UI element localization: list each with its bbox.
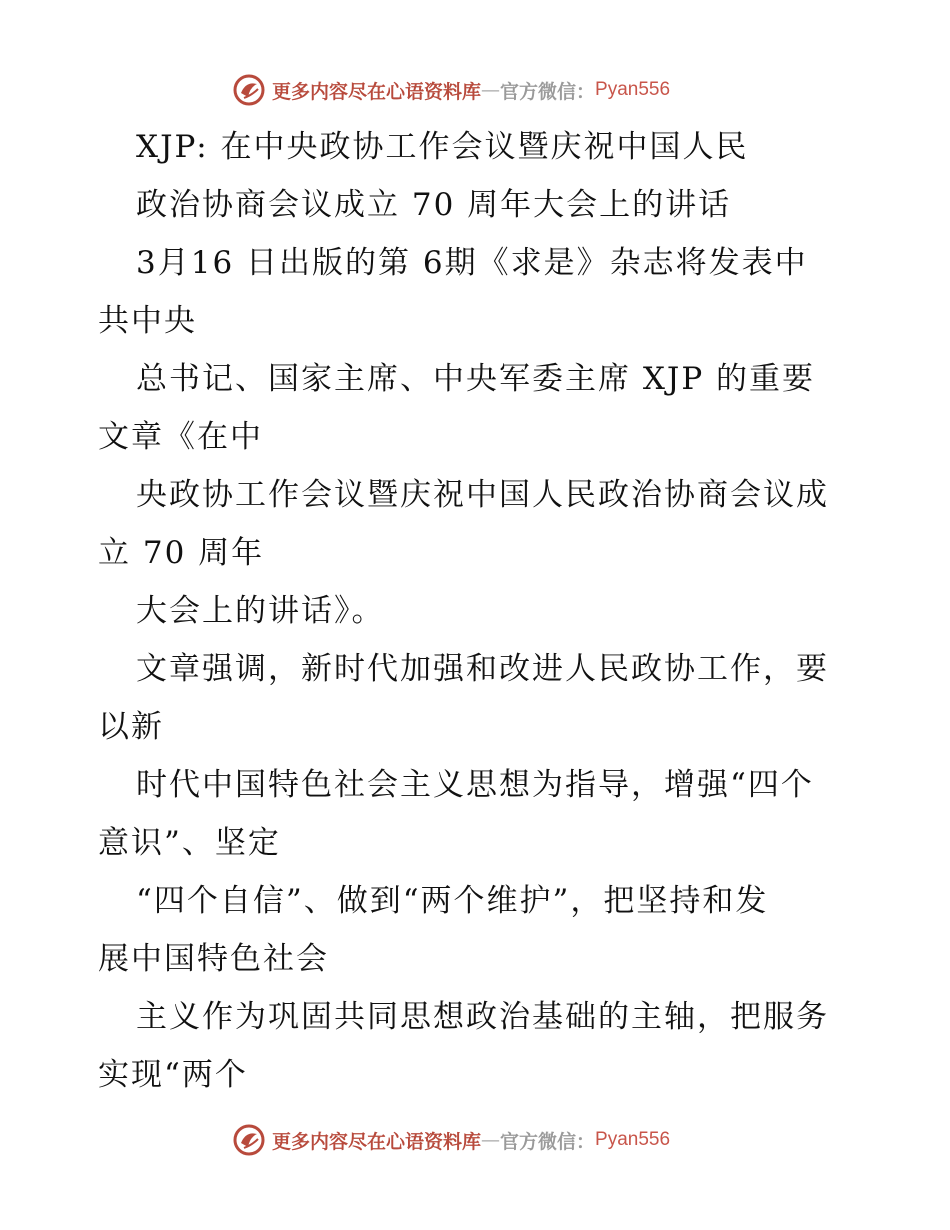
text-line: 大会上的讲话》。	[136, 593, 385, 629]
text-line: 总书记、国家主席、中央军委主席 XJP 的重要	[136, 361, 816, 397]
text-line: XJP: 在中央政协工作会议暨庆祝中国人民	[136, 129, 749, 165]
text-line: 立 70 周年	[98, 535, 265, 571]
watermark-separator: —	[481, 1129, 501, 1151]
document-body	[98, 118, 858, 1104]
text-line: 政治协商会议成立 70 周年大会上的讲话	[136, 187, 732, 223]
text-line: 文章强调，新时代加强和改进人民政协工作，要	[136, 651, 829, 687]
watermark-main-text: 更多内容尽在心语资料库	[272, 80, 482, 103]
text-line: 实现“两个	[98, 1057, 248, 1093]
text-line: 以新	[98, 709, 164, 745]
swirl-logo-icon	[232, 1123, 266, 1157]
watermark-label: 官方微信：	[500, 80, 596, 103]
footer-watermark	[232, 1122, 670, 1158]
watermark-separator: —	[481, 79, 501, 101]
text-line: 央政协工作会议暨庆祝中国人民政治协商会议成	[136, 477, 829, 513]
watermark-wechat-id: Pyan556	[595, 1129, 671, 1150]
watermark-main-text: 更多内容尽在心语资料库	[272, 1130, 482, 1153]
text-line: 主义作为巩固共同思想政治基础的主轴，把服务	[136, 999, 829, 1035]
watermark-wechat-id: Pyan556	[595, 79, 671, 100]
text-line: 意识”、坚定	[98, 825, 281, 861]
swirl-logo-icon	[232, 73, 266, 107]
text-line: 3月16 日出版的第 6期《求是》杂志将发表中	[136, 245, 808, 281]
text-line: “四个自信”、做到“两个维护”，把坚持和发	[136, 883, 769, 919]
watermark-label: 官方微信：	[500, 1130, 596, 1153]
text-line: 展中国特色社会	[98, 941, 329, 977]
text-line: 文章《在中	[98, 419, 263, 455]
text-line: 时代中国特色社会主义思想为指导，增强“四个	[136, 767, 814, 803]
header-watermark	[232, 72, 670, 108]
text-line: 共中央	[98, 303, 197, 339]
